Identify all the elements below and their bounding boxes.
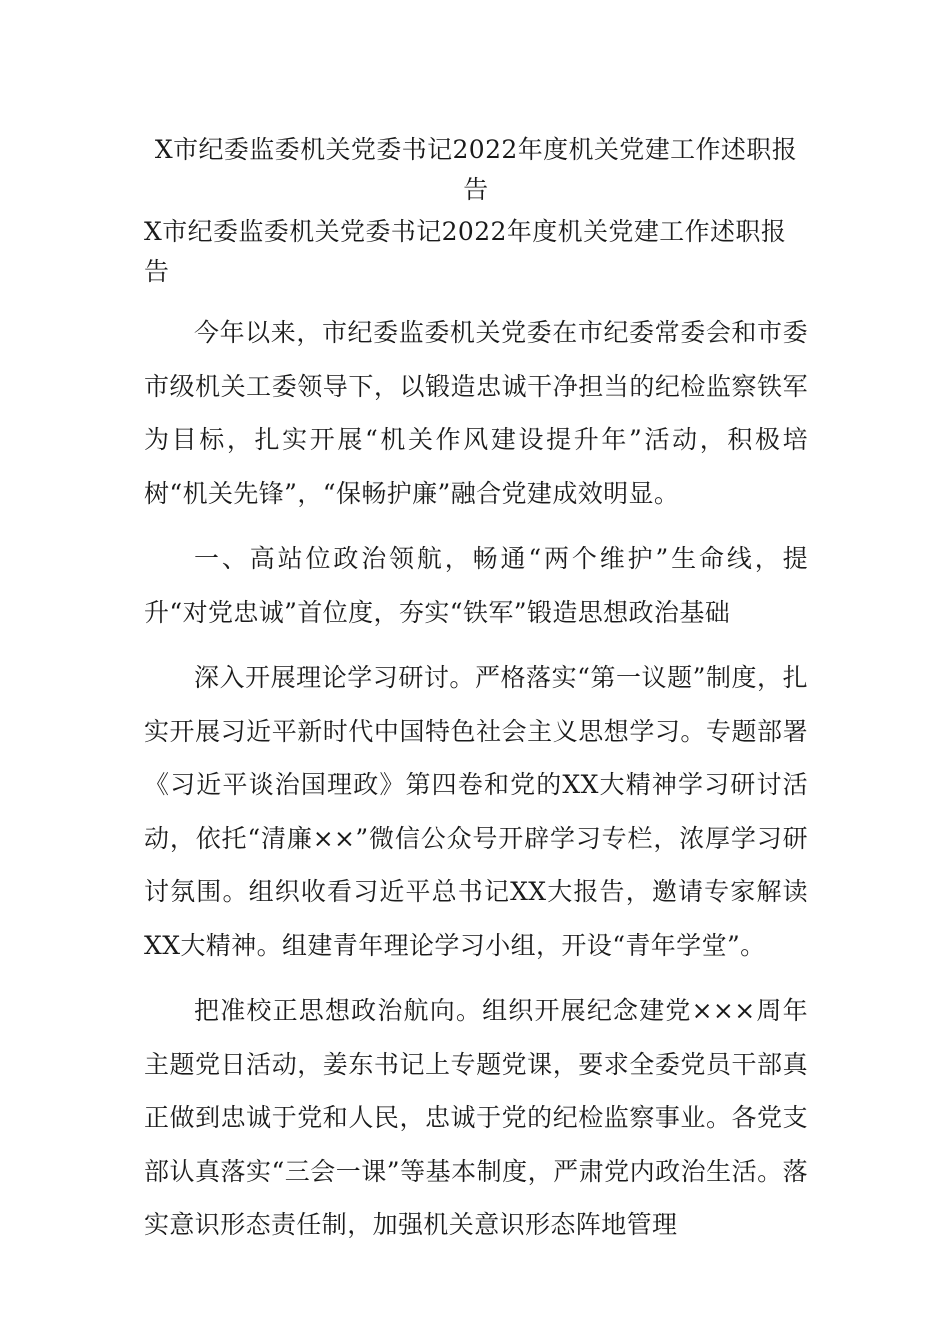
document-subtitle: X市纪委监委机关党委书记2022年度机关党建工作述职报告 — [144, 217, 787, 286]
section-heading-1: 一、高站位政治领航，畅通“两个维护”生命线，提升“对党忠诚”首位度，夯实“铁军”锻造思想政治基础 — [144, 544, 808, 627]
document-body — [144, 130, 808, 1252]
paragraph-theory-study: 深入开展理论学习研讨。严格落实“第一议题”制度，扎实开展习近平新时代中国特色社会主义思想学习。专题部署《习近平谈治国理政》第四卷和党的XX大精神学习研讨活动，依托“清廉××”微信公众号开辟学习专栏，浓厚学习研讨氛围。组织收看习近平总书记XX大报告，邀请专家解读XX大精神。组建青年理论学习小组，开设“青年学堂”。 — [144, 663, 808, 960]
paragraph-political-direction: 把准校正思想政治航向。组织开展纪念建党×××周年主题党日活动，姜东书记上专题党课，要求全委党员干部真正做到忠诚于党和人民，忠诚于党的纪检监察事业。各党支部认真落实“三会一课”等基本制度，严肃党内政治生活。落实意识形态责任制，加强机关意识形态阵地管理 — [144, 996, 808, 1239]
document-title: X市纪委监委机关党委书记2022年度机关党建工作述职报告 — [154, 135, 798, 204]
paragraph-intro: 今年以来，市纪委监委机关党委在市纪委常委会和市委市级机关工委领导下，以锻造忠诚干净担当的纪检监察铁军为目标，扎实开展“机关作风建设提升年”活动，积极培树“机关先锋”，“保畅护廉”融合党建成效明显。 — [144, 318, 808, 508]
